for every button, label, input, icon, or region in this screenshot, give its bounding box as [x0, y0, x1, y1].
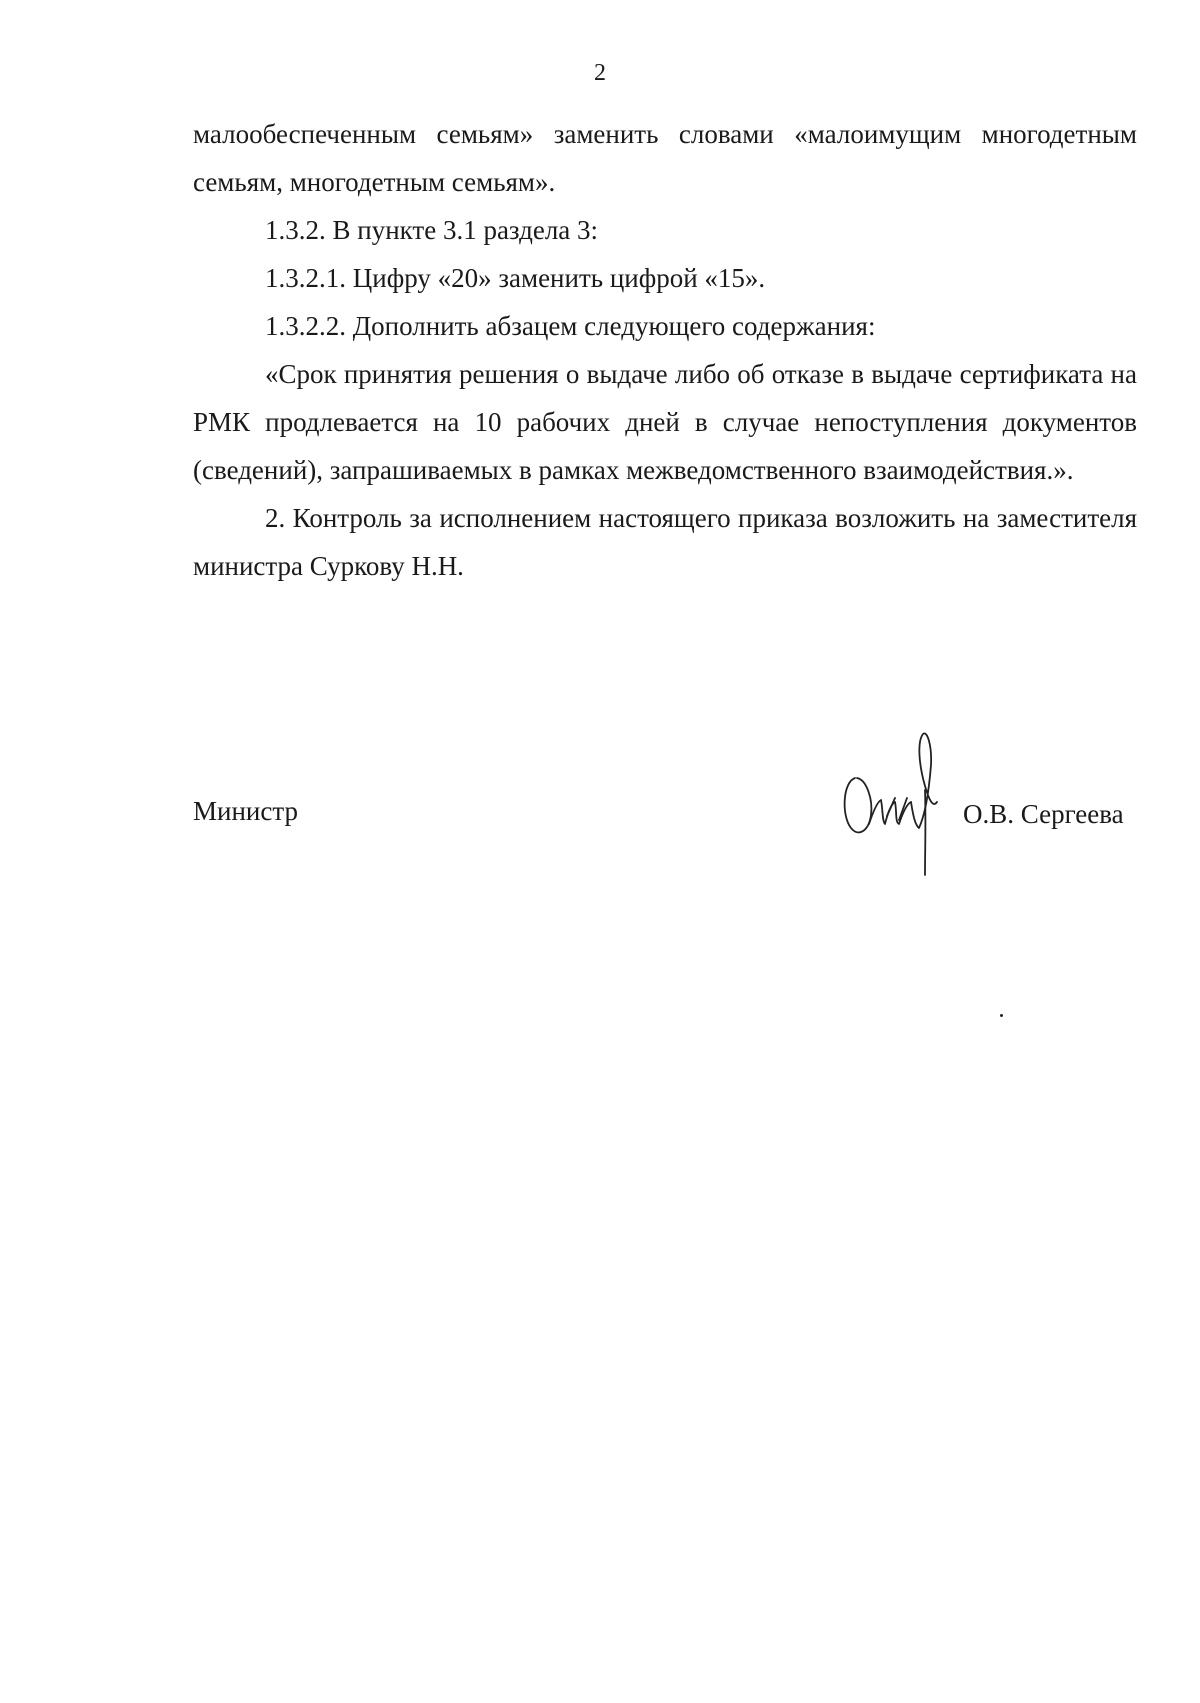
- signer-position: Министр: [193, 796, 298, 826]
- document-body: [193, 110, 1137, 590]
- paragraph-1-3-2: 1.3.2. В пункте 3.1 раздела 3:: [265, 215, 599, 245]
- paragraph-1-3-2-2: 1.3.2.2. Дополнить абзацем следующего содержания:: [265, 311, 876, 341]
- signature-block: [193, 720, 1137, 900]
- paragraph-1-3-2-1: 1.3.2.1. Цифру «20» заменить цифрой «15».: [265, 263, 766, 293]
- page-number: 2: [594, 60, 606, 86]
- paragraph-quote: «Срок принятия решения о выдаче либо об отказе в выдаче сертификата на РМК продлевается на 10 рабочих дней в случае непоступления документов (сведений), запрашиваемых в рамках межведомственного взаимодействия.».: [193, 359, 1137, 485]
- paragraph-continuation: малообеспеченным семьям» заменить словами «малоимущим многодетным семьям, многодетным семьям».: [193, 119, 1137, 197]
- signer-name: О.В. Сергеева: [963, 799, 1124, 829]
- scan-speck: [1000, 1014, 1003, 1017]
- handwritten-signature: [833, 720, 973, 900]
- paragraph-2: 2. Контроль за исполнением настоящего приказа возложить на заместителя министра Суркову Н.Н.: [193, 503, 1137, 581]
